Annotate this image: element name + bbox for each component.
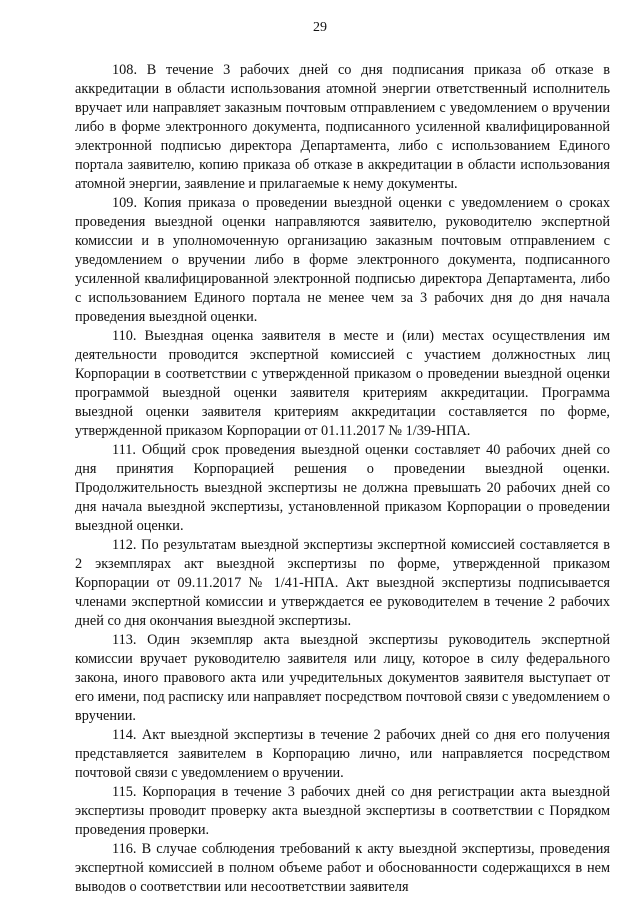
- paragraph-114: 114. Акт выездной экспертизы в течение 2 рабочих дней со дня его получения представляется заявителем в Корпорацию лично, или направляется посредством почтовой связи с уведомлением о вручении.: [75, 727, 610, 781]
- paragraph-116: 116. В случае соблюдения требований к акту выездной экспертизы, проведения экспертной комиссией в полном объеме работ и обоснованности содержащихся в нем выводов о соответствии или несоответствии заявителя: [75, 841, 610, 895]
- page-number: 29: [313, 20, 327, 35]
- paragraph-113: 113. Один экземпляр акта выездной экспертизы руководитель экспертной комиссии вручает руководителю заявителя или лицу, которое в силу федерального закона, иного правового акта или учредительных документов заявителя выступает от его имени, под расписку или направляет посредством почтовой связи с уведомлением о вручении.: [75, 632, 610, 724]
- document-body: [75, 61, 610, 897]
- paragraph-110: 110. Выездная оценка заявителя в месте и (или) местах осуществления им деятельности проводится экспертной комиссией с участием должностных лиц Корпорации в соответствии с утвержденной приказом о проведении выездной оценки программой выездной оценки заявителя критериям аккредитации. Программа выездной оценки заявителя критериям аккредитации составляется по форме, утвержденной приказом Корпорации от 01.11.2017 № 1/39-НПА.: [75, 328, 610, 439]
- paragraph-112: 112. По результатам выездной экспертизы экспертной комиссией составляется в 2 экземплярах акт выездной экспертизы по форме, утвержденной приказом Корпорации от 09.11.2017 № 1/41-НПА. Акт выездной экспертизы подписывается членами экспертной комиссии и утверждается ее руководителем в течение 2 рабочих дней со дня окончания выездной экспертизы.: [75, 537, 610, 629]
- paragraph-109: 109. Копия приказа о проведении выездной оценки с уведомлением о сроках проведения выездной оценки направляются заявителю, руководителю экспертной комиссии и в уполномоченную организацию заказным почтовым отправлением с уведомлением о вручении либо в форме электронного документа, подписанного усиленной квалифицированной электронной подписью директора Департамента, либо с использованием Единого портала не менее чем за 3 рабочих дня до дня начала проведения выездной оценки.: [75, 195, 610, 325]
- paragraph-108: 108. В течение 3 рабочих дней со дня подписания приказа об отказе в аккредитации в области использования атомной энергии ответственный исполнитель вручает или направляет заказным почтовым отправлением с уведомлением о вручении либо в форме электронного документа, подписанного усиленной квалифицированной электронной подписью директора Департамента, либо с использованием Единого портала заявителю, копию приказа об отказе в аккредитации в области использования атомной энергии, заявление и прилагаемые к нему документы.: [75, 62, 610, 192]
- paragraph-115: 115. Корпорация в течение 3 рабочих дней со дня регистрации акта выездной экспертизы проводит проверку акта выездной экспертизы в соответствии с Порядком проведения проверки.: [75, 784, 610, 838]
- paragraph-111: 111. Общий срок проведения выездной оценки составляет 40 рабочих дней со дня принятия Корпорацией решения о проведении выездной оценки. Продолжительность выездной экспертизы не должна превышать 20 рабочих дней со дня начала выездной экспертизы, установленной приказом Корпорации о проведении выездной оценки.: [75, 442, 610, 534]
